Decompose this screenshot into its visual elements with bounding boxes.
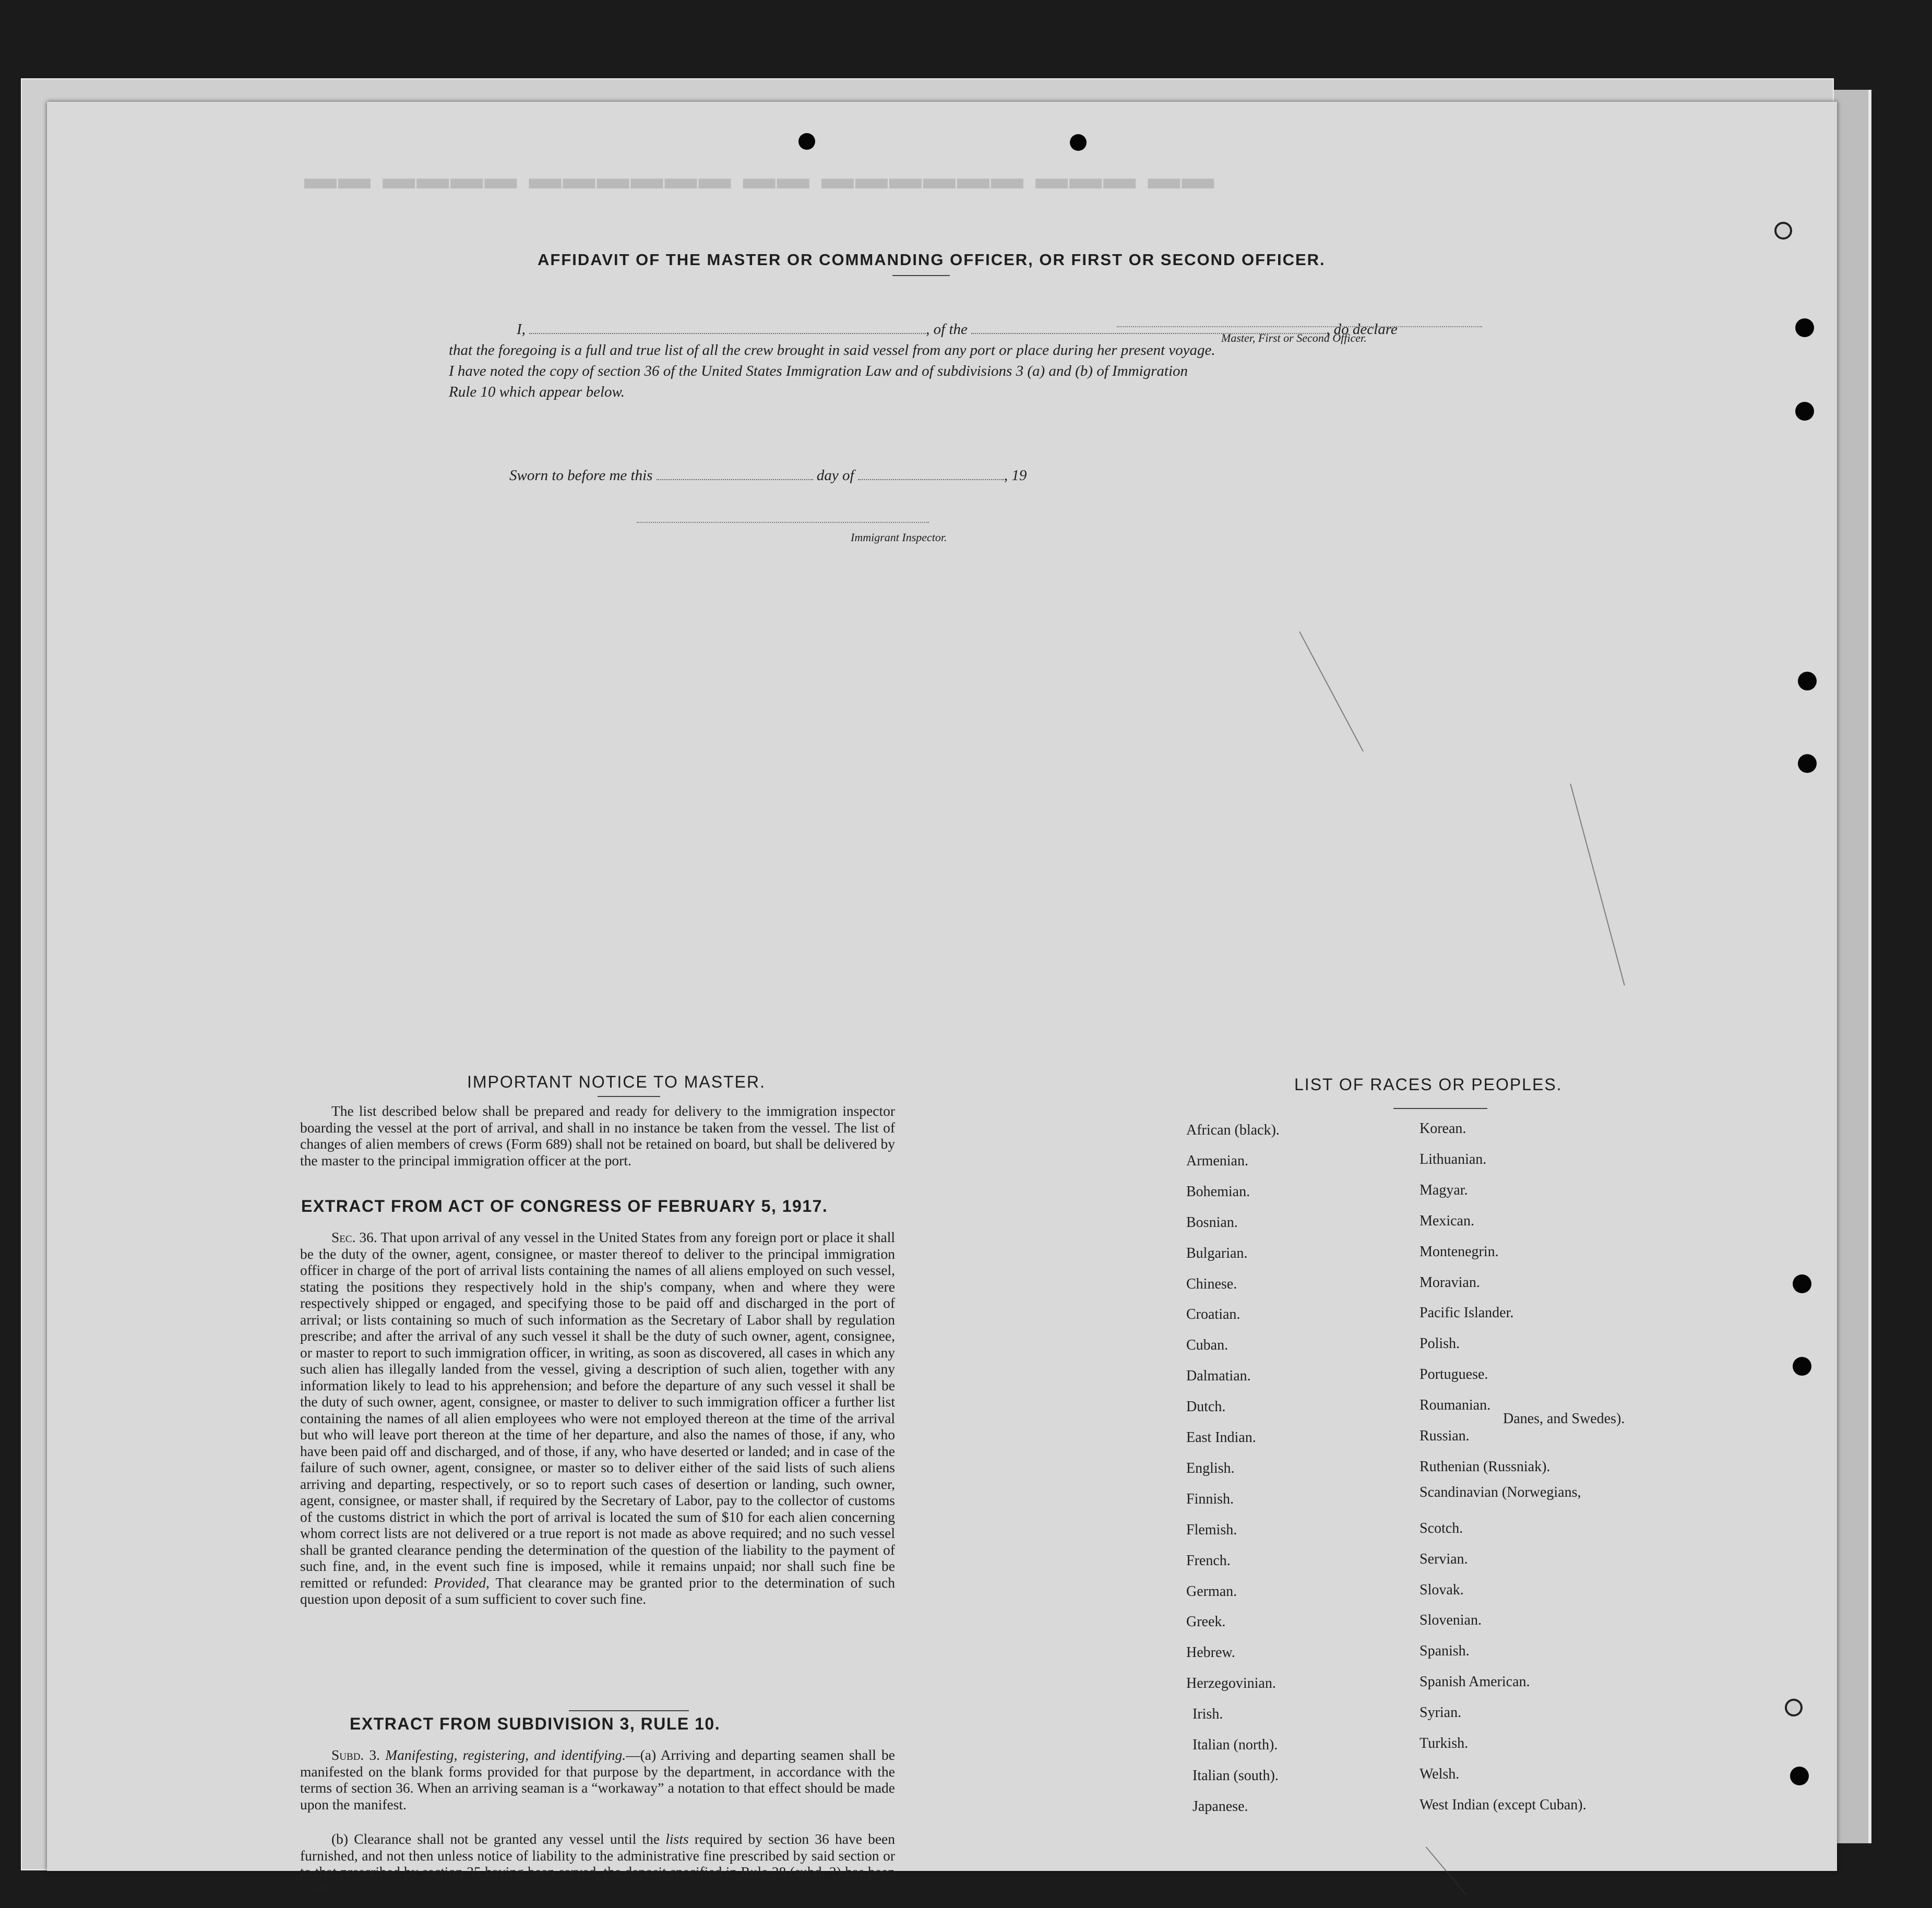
race-item: Korean. <box>1420 1120 1466 1137</box>
section-36-text <box>300 1229 895 1607</box>
sworn-day-field[interactable] <box>657 479 813 480</box>
affidavit-title: AFFIDAVIT OF THE MASTER OR COMMANDING OFFICER, OR FIRST OR SECOND OFFICER. <box>538 251 1326 269</box>
inspector-label: Immigrant Inspector. <box>851 531 947 544</box>
extract-rule-title: EXTRACT FROM SUBDIVISION 3, RULE 10. <box>350 1714 721 1733</box>
race-item: Mexican. <box>1420 1212 1474 1229</box>
race-item: Turkish. <box>1420 1735 1469 1751</box>
sworn-month-field[interactable] <box>858 479 1004 480</box>
part-b-lists: lists <box>665 1831 689 1847</box>
races-title: LIST OF RACES OR PEOPLES. <box>1294 1075 1563 1094</box>
pencil-mark <box>1299 631 1364 752</box>
master-signature-line[interactable] <box>1117 326 1482 327</box>
section-label: Sec. 36. <box>331 1229 377 1245</box>
race-item: Polish. <box>1420 1335 1460 1352</box>
year-label: , 19 <box>1004 467 1027 484</box>
form-number: 14—1240 <box>882 1900 911 1907</box>
races-title-rule <box>1393 1108 1487 1109</box>
race-item: Servian. <box>1420 1551 1468 1567</box>
race-item: Ruthenian (Russniak). <box>1420 1458 1551 1475</box>
race-item: Lithuanian. <box>1420 1151 1487 1167</box>
rule-divider <box>569 1710 689 1711</box>
race-item: Dalmatian. <box>1186 1368 1251 1385</box>
race-item: Syrian. <box>1420 1704 1462 1721</box>
race-item: Croatian. <box>1186 1306 1241 1323</box>
subdivision-3-text <box>300 1747 895 1812</box>
race-item: Greek. <box>1186 1614 1226 1630</box>
bleed-through-title: ▬▬ ▬▬▬ ▬▬▬▬▬▬ ▬▬ ▬▬▬▬▬▬ ▬▬▬▬ ▬▬ <box>303 160 1214 196</box>
race-item: German. <box>1186 1583 1237 1600</box>
race-item: Cuban. <box>1186 1337 1229 1354</box>
race-item: African (black). <box>1186 1122 1280 1138</box>
part-b-rest: required by section 36 have been furnished, and not then unless notice of liability to the administrative fine prescribed by said section or to that prescribed by section 35 having been served, the deposit specified in Rule 28 (subd. 2) has been made. <box>300 1831 895 1897</box>
punch-hole-icon <box>1785 1699 1803 1716</box>
race-item: Spanish American. <box>1420 1674 1530 1690</box>
race-item: Italian (north). <box>1192 1737 1278 1753</box>
pencil-mark <box>1570 784 1625 986</box>
affidavit-line-4: Rule 10 which appear below. <box>449 384 625 400</box>
affidavit-line-3: I have noted the copy of section 36 of the United States Immigration Law and of subdivisions 3 (a) and (b) of Immigration <box>449 363 1188 379</box>
race-item: Bosnian. <box>1186 1214 1238 1231</box>
notice-title-rule <box>598 1096 660 1097</box>
race-item: Russian. <box>1420 1428 1470 1444</box>
race-item: Irish. <box>1192 1706 1223 1723</box>
race-item: Italian (south). <box>1192 1767 1279 1784</box>
race-item: West Indian (except Cuban). <box>1420 1796 1587 1813</box>
notice-body: The list described below shall be prepared and ready for delivery to the immigration inspector boarding the vessel at the port of arrival, and shall in no instance be taken from the vessel. The list of changes of alien members of crews (Form 689) shall not be retained on board, but shall be delivered by the master to the principal immigration officer at the port. <box>300 1103 895 1168</box>
race-item: Slovak. <box>1420 1581 1464 1598</box>
notice-title: IMPORTANT NOTICE TO MASTER. <box>467 1072 766 1091</box>
sworn-label: Sworn to before me this <box>509 467 653 484</box>
extract-act-title: EXTRACT FROM ACT OF CONGRESS OF FEBRUARY 5, 1917. <box>301 1197 828 1215</box>
punch-hole-icon <box>1070 134 1087 151</box>
race-item-continuation: Danes, and Swedes). <box>1503 1411 1625 1427</box>
title-rule <box>892 275 950 276</box>
section-36-body: That upon arrival of any vessel in the United States from any foreign port or place it shall be the duty of the owner, agent, consignee, or master thereof to deliver to the principal immigration officer in charge of the port of arrival lists containing the names of all aliens employed on such vessel, stating the positions they respectively hold in the ship's company, when and where they were respectively shipped or engaged, and specifying those to be paid off and discharged in the port of arrival; or lists containing so much of such information as the Secretary of Labor shall by regulation prescribe; and after the arrival of any such vessel it shall be the duty of such owner, agent, consignee, or master to report to such immigration officer, in writing, as soon as discovered, all cases in which any such alien has illegally landed from the vessel, giving a description of such alien, together with any information likely to lead to his apprehension; and before the departure of any such vessel it shall be the duty of such owner, agent, consignee, or master to deliver to such immigration officer a further list containing the names of all alien employees who were not employed thereon at the time of the arrival but who will leave port thereon at the time of her departure, and also the names of those, if any, who have been paid off and discharged, and of those, if any, who have deserted or landed; and in case of the failure of such owner, agent, consignee, or master so to deliver either of the said lists of such aliens arriving and departing, respectively, or so to report such cases of desertion or landing, such owner, agent, consignee, or master shall, if required by the Secretary of Labor, pay to the collector of customs of the customs district in which the port of arrival is located the sum of $10 for each alien concerning whom correct lists are not delivered or a true report is not made as above required; and no such vessel shall be granted clearance pending the determination of the question of the liability to the payment of such fine, and, in the event such fine is imposed, while it remains unpaid; nor shall such fine be remitted or refunded: <box>300 1229 895 1591</box>
punch-hole-icon <box>1793 1357 1811 1376</box>
sworn-line <box>509 467 1027 484</box>
race-item: Dutch. <box>1186 1399 1226 1415</box>
race-item: Bohemian. <box>1186 1183 1250 1200</box>
race-item: Slovenian. <box>1420 1612 1482 1629</box>
race-item: Montenegrin. <box>1420 1243 1499 1260</box>
inspector-signature-line[interactable] <box>637 522 929 523</box>
race-item: Spanish. <box>1420 1643 1470 1660</box>
race-item: Moravian. <box>1420 1274 1480 1291</box>
part-b-prefix: (b) Clearance shall not be granted any vessel until the <box>331 1831 660 1847</box>
punch-hole-icon <box>1795 318 1814 337</box>
race-item: Scandinavian (Norwegians, <box>1420 1484 1581 1500</box>
section-36-body-end: That clearance may be granted prior to the determination of such question upon deposit of a sum sufficient to cover such fine. <box>300 1574 895 1607</box>
race-item: Chinese. <box>1186 1275 1237 1292</box>
affidavit-line-2: that the foregoing is a full and true list of all the crew brought in said vessel from any port or place during her present voyage. <box>449 342 1215 359</box>
affidavit-of-label: , of the <box>926 321 968 338</box>
race-item: English. <box>1186 1460 1235 1476</box>
race-item: Armenian. <box>1186 1152 1248 1169</box>
punch-hole-icon <box>1793 1274 1811 1293</box>
document-page <box>47 102 1837 1907</box>
name-field[interactable] <box>529 333 926 334</box>
punch-hole-icon <box>1798 754 1817 773</box>
pencil-mark <box>1426 1846 1467 1895</box>
punch-hole-icon <box>1795 402 1814 421</box>
race-item: Pacific Islander. <box>1420 1305 1514 1321</box>
race-item: Finnish. <box>1186 1490 1234 1507</box>
subdivision-part-a: —(a) Arriving and departing seamen shall be manifested on the blank forms provided for that purpose by the department, in accordance with the terms of section 36. When an arriving seaman is a “workaway” a notation to that effect should be made upon the manifest. <box>300 1747 895 1812</box>
race-item: Magyar. <box>1420 1182 1468 1198</box>
punch-hole-icon <box>798 133 815 150</box>
race-item: Scotch. <box>1420 1520 1463 1536</box>
provided-word: Provided, <box>434 1574 490 1591</box>
race-item: Japanese. <box>1192 1798 1248 1815</box>
race-item: Welsh. <box>1420 1766 1460 1782</box>
subdivision-heading: Manifesting, registering, and identifying. <box>385 1747 626 1763</box>
race-item: Bulgarian. <box>1186 1245 1248 1261</box>
affidavit-declare-label: , do declare <box>1326 321 1398 338</box>
subdivision-part-b <box>300 1831 895 1897</box>
race-item: East Indian. <box>1186 1429 1256 1446</box>
punch-hole-icon <box>1790 1767 1809 1785</box>
race-item: Portuguese. <box>1420 1366 1488 1383</box>
race-item: Herzegovinian. <box>1186 1675 1276 1692</box>
race-item: French. <box>1186 1552 1231 1569</box>
subdivision-label: Subd. 3. <box>331 1747 380 1763</box>
day-of-label: day of <box>816 467 854 484</box>
race-item: Flemish. <box>1186 1521 1237 1538</box>
race-item: Hebrew. <box>1186 1644 1235 1661</box>
race-item: Roumanian. <box>1420 1397 1491 1414</box>
punch-hole-icon <box>1798 672 1817 690</box>
affidavit-i-label: I, <box>517 321 526 338</box>
master-signature-label: Master, First or Second Officer. <box>1221 331 1367 344</box>
punch-hole-icon <box>1774 222 1792 240</box>
